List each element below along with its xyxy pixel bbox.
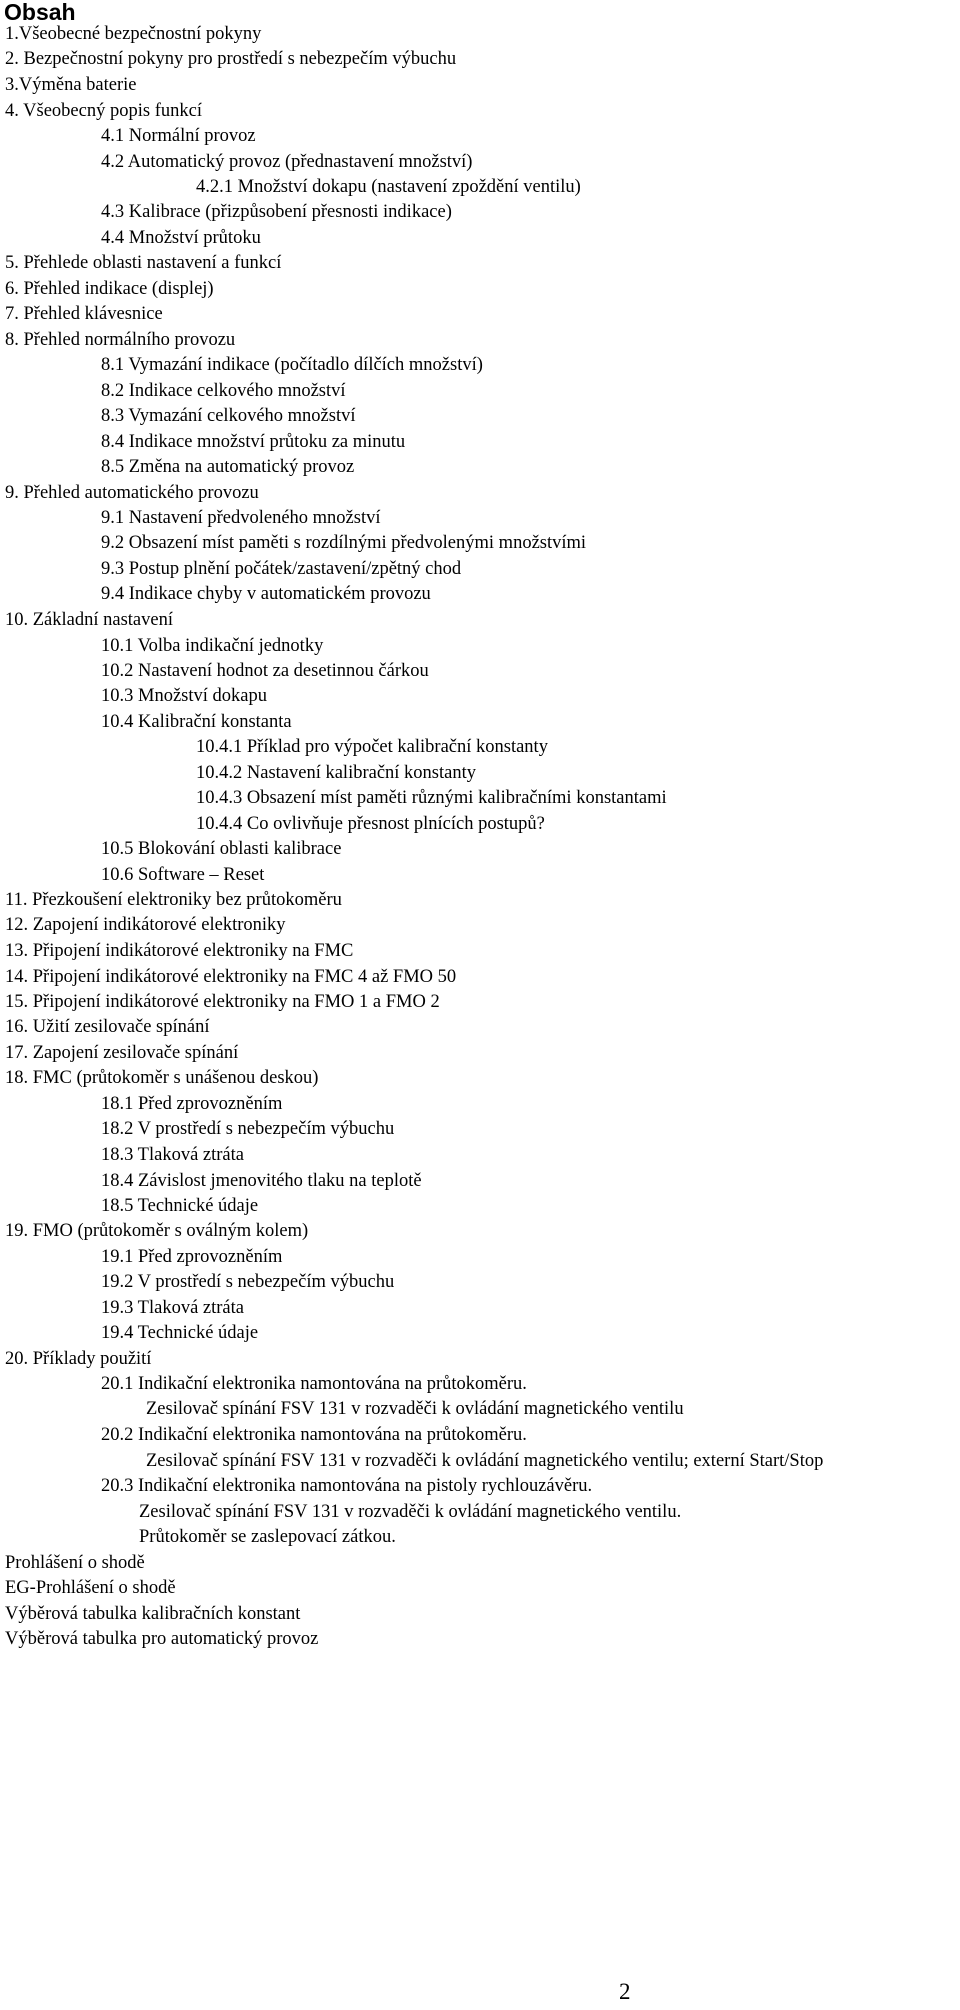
toc-entry: 4.1 Normální provoz xyxy=(101,126,256,146)
toc-entry: Zesilovač spínání FSV 131 v rozvaděči k ovládání magnetického ventilu xyxy=(146,1399,684,1419)
toc-entry: Průtokoměr se zaslepovací zátkou. xyxy=(139,1527,396,1547)
toc-entry: 19.4 Technické údaje xyxy=(101,1323,259,1343)
toc-entry: 18.3 Tlaková ztráta xyxy=(101,1145,244,1165)
toc-entry: Zesilovač spínání FSV 131 v rozvaděči k ovládání magnetického ventilu; externí Start/Stop xyxy=(146,1451,824,1471)
toc-entry: 9.3 Postup plnění počátek/zastavení/zpětný chod xyxy=(101,559,462,579)
toc-entry: 6. Přehled indikace (displej) xyxy=(5,279,214,299)
toc-entry: Zesilovač spínání FSV 131 v rozvaděči k ovládání magnetického ventilu. xyxy=(139,1502,682,1522)
toc-entry: 4.3 Kalibrace (přizpůsobení přesnosti indikace) xyxy=(101,202,452,222)
toc-entry: 4.2.1 Množství dokapu (nastavení zpoždění ventilu) xyxy=(196,177,581,197)
toc-entry: 8.5 Změna na automatický provoz xyxy=(101,457,355,477)
toc-entry: 10.1 Volba indikační jednotky xyxy=(101,636,324,656)
toc-entry: 12. Zapojení indikátorové elektroniky xyxy=(5,915,286,935)
toc-entry: 9. Přehled automatického provozu xyxy=(5,483,259,503)
toc-entry: 10.4.3 Obsazení míst paměti různými kalibračními konstantami xyxy=(196,788,667,808)
toc-entry: 18. FMC (průtokoměr s unášenou deskou) xyxy=(5,1068,319,1088)
toc-entry: 18.1 Před zprovozněním xyxy=(101,1094,283,1114)
toc-entry: 3.Výměna baterie xyxy=(5,75,137,95)
page-number: 2 xyxy=(619,1979,631,2004)
toc-entry: 1.Všeobecné bezpečnostní pokyny xyxy=(5,24,262,44)
toc-entry: 9.4 Indikace chyby v automatickém provozu xyxy=(101,584,431,604)
toc-entry: 7. Přehled klávesnice xyxy=(5,304,163,324)
toc-entry: 10.6 Software – Reset xyxy=(101,865,265,885)
toc-entry: 8.3 Vymazání celkového množství xyxy=(101,406,356,426)
toc-entry: 20. Příklady použití xyxy=(5,1349,152,1369)
toc-entry: 10.3 Množství dokapu xyxy=(101,686,267,706)
toc-entry: 8.1 Vymazání indikace (počítadlo dílčích množství) xyxy=(101,355,483,375)
toc-entry: 11. Přezkoušení elektroniky bez průtokoměru xyxy=(5,890,342,910)
toc-entry: 18.5 Technické údaje xyxy=(101,1196,259,1216)
toc-entry: 16. Užití zesilovače spínání xyxy=(5,1017,210,1037)
toc-entry: 8. Přehled normálního provozu xyxy=(5,330,236,350)
toc-entry: 10.4 Kalibrační konstanta xyxy=(101,712,292,732)
toc-entry: 19.2 V prostředí s nebezpečím výbuchu xyxy=(101,1272,395,1292)
toc-entry: 13. Připojení indikátorové elektroniky na FMC xyxy=(5,941,354,961)
toc-entry: 18.2 V prostředí s nebezpečím výbuchu xyxy=(101,1119,395,1139)
toc-entry: 4.4 Množství průtoku xyxy=(101,228,261,248)
toc-entry: 4. Všeobecný popis funkcí xyxy=(5,101,202,121)
toc-entry: 17. Zapojení zesilovače spínání xyxy=(5,1043,239,1063)
toc-entry: 2. Bezpečnostní pokyny pro prostředí s nebezpečím výbuchu xyxy=(5,49,457,69)
toc-entry: EG-Prohlášení o shodě xyxy=(5,1578,176,1598)
toc-entry: 20.3 Indikační elektronika namontována na pistoly rychlouzávěru. xyxy=(101,1476,593,1496)
toc-entry: 18.4 Závislost jmenovitého tlaku na teplotě xyxy=(101,1171,422,1191)
toc-entry: 15. Připojení indikátorové elektroniky na FMO 1 a FMO 2 xyxy=(5,992,440,1012)
toc-entry: 19.3 Tlaková ztráta xyxy=(101,1298,244,1318)
toc-entry: 14. Připojení indikátorové elektroniky na FMC 4 až FMO 50 xyxy=(5,967,457,987)
toc-entry: 9.1 Nastavení předvoleného množství xyxy=(101,508,381,528)
toc-entry: 19. FMO (průtokoměr s oválným kolem) xyxy=(5,1221,309,1241)
toc-entry: 10.5 Blokování oblasti kalibrace xyxy=(101,839,342,859)
toc-entry: 20.2 Indikační elektronika namontována na průtokoměru. xyxy=(101,1425,527,1445)
toc-entry: 10. Základní nastavení xyxy=(5,610,173,630)
toc-entry: 10.4.2 Nastavení kalibrační konstanty xyxy=(196,763,477,783)
toc-entry: 9.2 Obsazení míst paměti s rozdílnými předvolenými množstvími xyxy=(101,533,587,553)
toc-entry: Výběrová tabulka kalibračních konstant xyxy=(5,1604,301,1624)
toc-entry: 10.4.1 Příklad pro výpočet kalibrační konstanty xyxy=(196,737,548,757)
toc-entry: Prohlášení o shodě xyxy=(5,1553,145,1573)
toc-entry: Výběrová tabulka pro automatický provoz xyxy=(5,1629,319,1649)
toc-entry: 5. Přehlede oblasti nastavení a funkcí xyxy=(5,253,282,273)
toc-title: Obsah xyxy=(4,0,76,25)
toc-entry: 8.2 Indikace celkového množství xyxy=(101,381,346,401)
toc-entry: 4.2 Automatický provoz (přednastavení množství) xyxy=(101,152,473,172)
toc-entry: 10.2 Nastavení hodnot za desetinnou čárkou xyxy=(101,661,429,681)
toc-entry: 10.4.4 Co ovlivňuje přesnost plnících postupů? xyxy=(196,814,545,834)
toc-entry: 20.1 Indikační elektronika namontována na průtokoměru. xyxy=(101,1374,527,1394)
toc-entry: 8.4 Indikace množství průtoku za minutu xyxy=(101,432,406,452)
toc-entry: 19.1 Před zprovozněním xyxy=(101,1247,283,1267)
